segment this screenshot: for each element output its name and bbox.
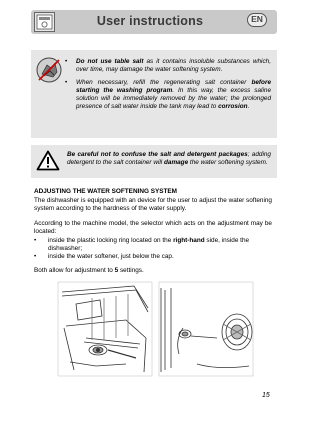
warning-box	[31, 145, 277, 178]
list-item-1-text-a: inside the plastic locking ring located on the	[48, 237, 174, 244]
page-title: User instructions	[96, 14, 204, 28]
dishwasher-interior-illustration	[56, 280, 154, 385]
section-paragraph-2: According to the machine model, the selector which acts on the adjustment may be located:	[34, 220, 272, 235]
section-heading: ADJUSTING THE WATER SOFTENING SYSTEM	[34, 188, 177, 195]
note-bullet-2-text-c: .	[247, 103, 250, 110]
note-bullet-2-text-a: When necessary, refill the regenerating salt container	[76, 79, 252, 86]
warning-text	[67, 151, 271, 167]
list-item: • inside the water softener, just below the cap.	[34, 253, 174, 260]
salt-notice-text	[65, 58, 271, 116]
note-bullet-2-text-b: . In this way, the excess saline solution will be immediately removed by the water; the prolonged presence of salt water inside the tank may lead to	[76, 87, 271, 110]
list-item: • inside the plastic locking ring located on the right-hand side, inside the dishwasher;	[34, 237, 250, 252]
list-item-2-text: inside the water softener, just below the cap.	[48, 253, 174, 260]
warning-triangle-icon	[36, 150, 62, 176]
warning-bold-b: damage	[163, 159, 189, 166]
note-bullet-2-bold-a: before starting the washing program	[76, 79, 271, 94]
warning-text-b: the water softening system.	[188, 159, 268, 166]
note-bullet-1-bold: Do not use table salt	[76, 58, 144, 65]
warning-bold-a: Be careful not to confuse the salt and detergent packages	[67, 151, 248, 158]
paragraph-3-text-b: settings.	[118, 267, 144, 274]
softener-cap-illustration	[157, 280, 255, 385]
salt-hand-icon	[35, 56, 61, 91]
section-paragraph-1: The dishwasher is equipped with an device for the user to adjust the water softening system according to the hardness of the water supply.	[34, 197, 272, 212]
section-paragraph-3	[34, 267, 272, 275]
location-list	[34, 237, 272, 261]
list-item-1-text-b: side, inside the dishwasher;	[48, 237, 250, 252]
note-bullet-1: • Do not use table salt as it contains insoluble substances which, over time, may damage the water softening system.	[65, 58, 271, 73]
note-bullet-1-text: as it contains insoluble substances which, over time, may damage the water softening system.	[76, 58, 271, 73]
page-number: 15	[262, 392, 270, 399]
note-bullet-2-bold-b: corrosion	[218, 103, 248, 110]
paragraph-3-text-a: Both allow for adjustment to	[34, 267, 115, 274]
warning-text-a: ; adding detergent to the salt container will	[67, 151, 271, 166]
paragraph-3-bold: 5	[114, 267, 119, 274]
salt-notice-box	[31, 50, 277, 138]
list-item-1-bold: right-hand	[173, 237, 205, 244]
note-bullet-2: • When necessary, refill the regenerating salt container before starting the washing program. In this way, the excess saline solution will be immediately removed by the water; the prolonged presence of salt water inside the tank may lead to corrosion.	[65, 79, 271, 110]
language-badge: EN	[247, 13, 267, 27]
